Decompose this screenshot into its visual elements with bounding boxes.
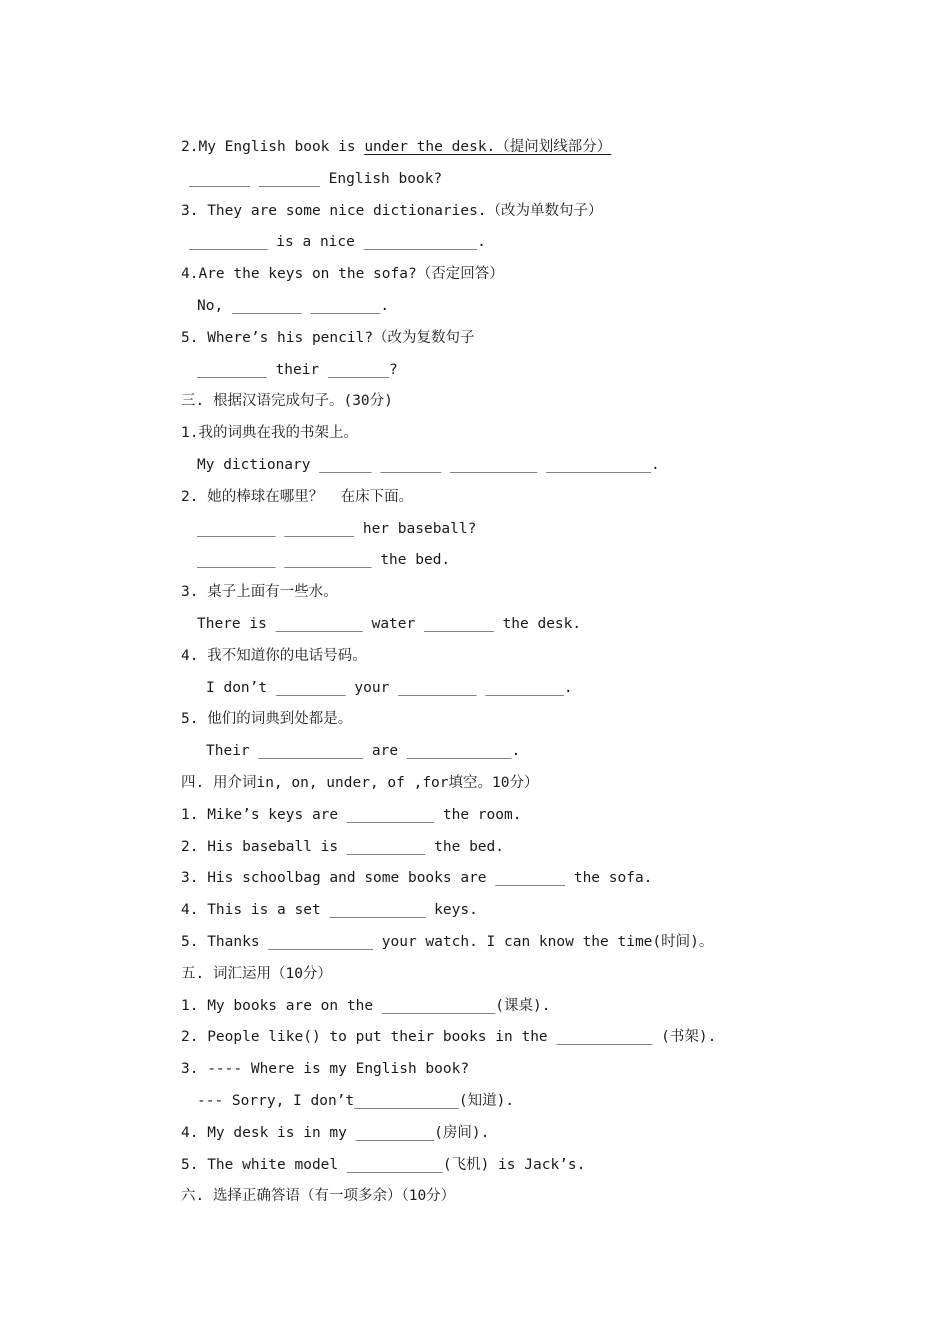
line-text: 3. 桌子上面有一些水。 <box>181 584 338 601</box>
worksheet-line <box>181 422 821 454</box>
worksheet-line <box>181 836 821 868</box>
line-text: 3. His schoolbag and some books are ________ the sofa. <box>181 870 653 887</box>
line-text: 4. My desk is in my _________(房间). <box>181 1124 490 1141</box>
worksheet-line <box>181 1122 821 1154</box>
line-text: 1. Mike’s keys are __________ the room. <box>181 806 522 823</box>
line-text: 3. ---- Where is my English book? <box>181 1061 470 1078</box>
line-text: 五. 词汇运用（10分） <box>181 965 332 982</box>
worksheet-line <box>181 899 821 931</box>
worksheet-line <box>181 708 821 740</box>
worksheet-line <box>181 867 821 899</box>
worksheet-line <box>181 995 821 1027</box>
worksheet-line <box>181 263 821 295</box>
worksheet-line <box>181 295 821 327</box>
line-text: 1. My books are on the _____________(课桌). <box>181 997 551 1014</box>
worksheet-line <box>181 1026 821 1058</box>
line-text: 5. 他们的词典到处都是。 <box>181 711 353 728</box>
underlined-text: under the desk.（提问划线部分） <box>364 139 612 155</box>
worksheet-line <box>181 549 821 581</box>
line-text: 六. 选择正确答语（有一项多余）（10分） <box>181 1188 456 1205</box>
worksheet-line <box>181 136 821 168</box>
worksheet-line <box>181 390 821 422</box>
line-text: 2. His baseball is _________ the bed. <box>181 838 505 855</box>
worksheet-page <box>181 136 821 1217</box>
line-text: 4.Are the keys on the sofa?（否定回答） <box>181 266 504 283</box>
worksheet-line <box>181 1154 821 1186</box>
worksheet-line <box>181 677 821 709</box>
line-text: Their ____________ are ____________. <box>206 743 521 760</box>
worksheet-line <box>181 645 821 677</box>
line-text: I don’t ________ your _________ _________. <box>206 679 573 696</box>
worksheet-line <box>181 931 821 963</box>
line-text: _______ _______ English book? <box>189 170 443 187</box>
worksheet-line <box>181 359 821 391</box>
line-text: 4. This is a set ___________ keys. <box>181 902 478 919</box>
line-text: _________ ________ her baseball? <box>197 520 477 537</box>
line-text: 1.我的词典在我的书架上。 <box>181 425 358 442</box>
worksheet-line <box>181 1185 821 1217</box>
worksheet-line <box>181 772 821 804</box>
line-text: 5. Thanks ____________ your watch. I can know the time(时间)。 <box>181 933 714 950</box>
worksheet-line <box>181 963 821 995</box>
line-text: 三. 根据汉语完成句子。(30分) <box>181 393 393 410</box>
worksheet-line <box>181 231 821 263</box>
worksheet-line <box>181 327 821 359</box>
line-text: 2. People like() to put their books in the ___________ (书架). <box>181 1029 717 1046</box>
worksheet-line <box>181 486 821 518</box>
line-text: _________ is a nice _____________. <box>189 234 486 251</box>
line-text: 5. The white model ___________(飞机) is Jack’s. <box>181 1156 586 1173</box>
line-text: No, ________ ________. <box>197 297 390 314</box>
worksheet-line <box>181 581 821 613</box>
worksheet-line <box>181 613 821 645</box>
worksheet-line <box>181 518 821 550</box>
worksheet-line <box>181 804 821 836</box>
line-text: There is __________ water ________ the desk. <box>197 615 582 632</box>
line-text: _________ __________ the bed. <box>197 552 451 569</box>
worksheet-line <box>181 1090 821 1122</box>
worksheet-line <box>181 454 821 486</box>
line-text: ________ their _______? <box>197 361 398 378</box>
line-text: 2. 她的棒球在哪里？ 在床下面。 <box>181 488 414 505</box>
line-text: 四. 用介词in, on, under, of ,for填空。10分） <box>181 774 539 791</box>
line-text: --- Sorry, I don’t____________(知道). <box>197 1092 515 1109</box>
line-text: 5. Where’s his pencil?（改为复数句子 <box>181 329 475 346</box>
line-text: 4. 我不知道你的电话号码。 <box>181 647 367 664</box>
line-text: 2.My English book is <box>181 139 365 155</box>
worksheet-line <box>181 200 821 232</box>
worksheet-line <box>181 1058 821 1090</box>
worksheet-line <box>181 168 821 200</box>
worksheet-line <box>181 740 821 772</box>
line-text: My dictionary ______ _______ __________ ____________. <box>197 456 660 473</box>
line-text: 3. They are some nice dictionaries.（改为单数句子） <box>181 202 603 219</box>
